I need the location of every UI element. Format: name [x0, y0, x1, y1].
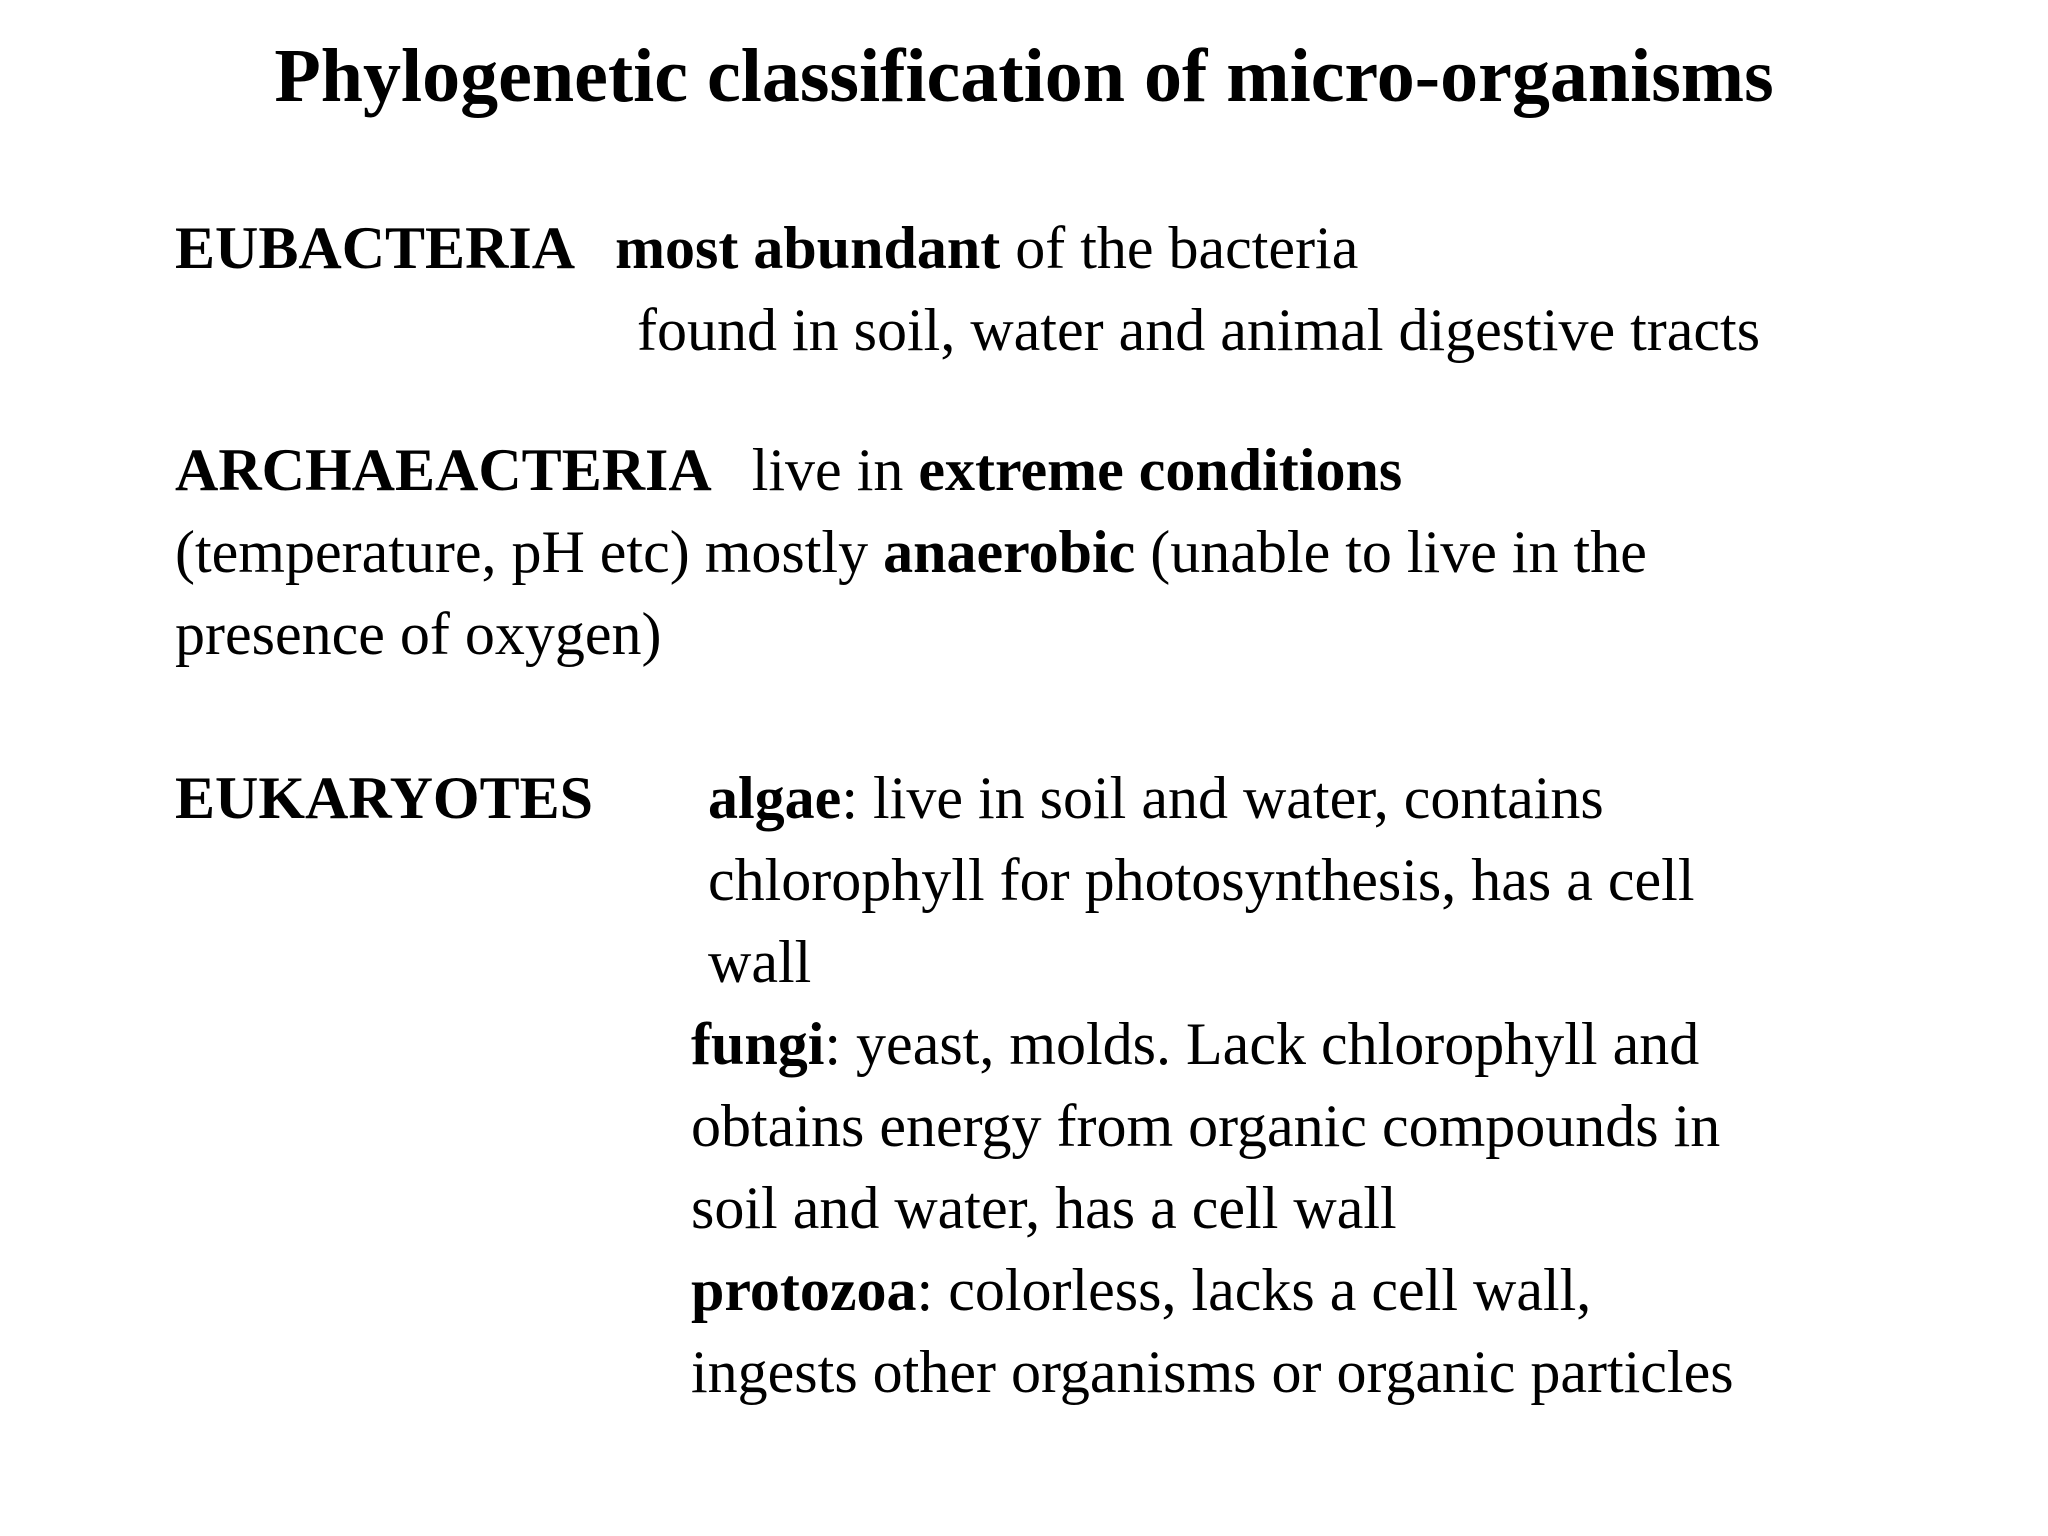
archaea-text-1: live in [751, 437, 919, 503]
algae-term: algae [708, 765, 842, 831]
fungi-line-2: obtains energy from organic compounds in [691, 1093, 1721, 1159]
fungi-term: fungi [691, 1011, 825, 1077]
eubacteria-line-2: found in soil, water and animal digestive tracts [637, 297, 1761, 363]
algae-line-1 [708, 758, 1604, 838]
protozoa-line-2: ingests other organisms or organic particles [691, 1339, 1734, 1405]
archaea-line-2 [175, 512, 1647, 592]
fungi-text: : yeast, molds. Lack chlorophyll and [824, 1011, 1700, 1077]
archaea-line-3: presence of oxygen) [175, 601, 662, 667]
algae-text: : live in soil and water, contains [841, 765, 1604, 831]
protozoa-line-1 [691, 1250, 1591, 1330]
archaea-emphasis-2: anaerobic [883, 519, 1136, 585]
protozoa-term: protozoa [691, 1257, 917, 1323]
eukaryotes-label: EUKARYOTES [175, 765, 593, 831]
eubacteria-line-1 [175, 208, 1358, 288]
archaea-label: ARCHAEACTERIA [175, 437, 712, 503]
protozoa-text: : colorless, lacks a cell wall, [916, 1257, 1592, 1323]
fungi-line-1 [691, 1004, 1699, 1084]
algae-line-3: wall [708, 929, 812, 995]
algae-line-2: chlorophyll for photosynthesis, has a cell [708, 847, 1695, 913]
eukaryotes-line-1 [175, 758, 593, 838]
eubacteria-text: of the bacteria [1000, 215, 1359, 281]
fungi-line-3: soil and water, has a cell wall [691, 1175, 1397, 1241]
archaea-text-2: (temperature, pH etc) mostly [175, 519, 884, 585]
archaea-emphasis-1: extreme conditions [918, 437, 1403, 503]
eubacteria-emphasis: most abundant [615, 215, 1001, 281]
archaea-text-3: (unable to live in the [1135, 519, 1647, 585]
eubacteria-label: EUBACTERIA [175, 215, 576, 281]
archaea-line-1 [175, 430, 1402, 510]
page-title: Phylogenetic classification of micro-organisms [274, 34, 1774, 118]
